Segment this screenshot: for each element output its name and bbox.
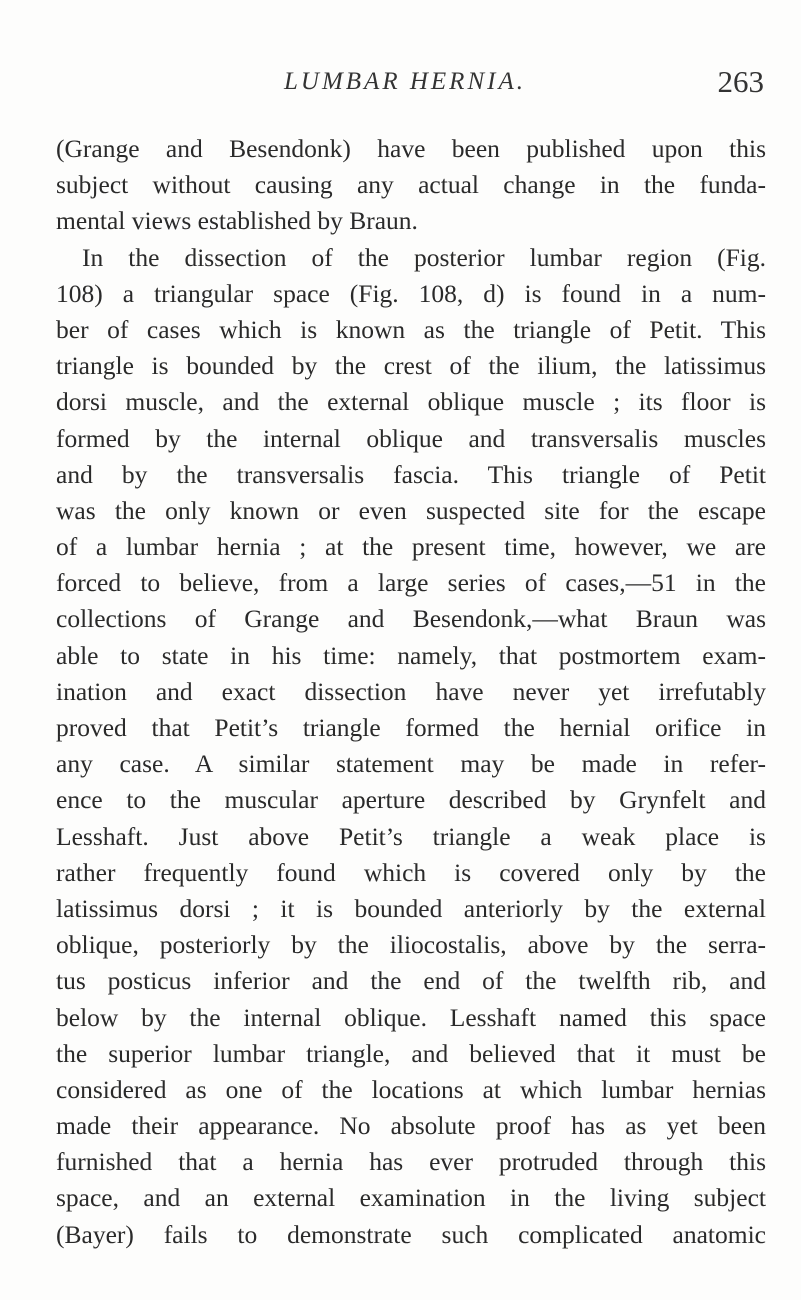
text-line: formed by the internal oblique and transversalis muscles: [56, 423, 766, 453]
text-line: below by the internal oblique. Lesshaft named this space: [56, 1002, 766, 1032]
text-line: dorsi muscle, and the external oblique muscle ; its floor is: [56, 387, 766, 417]
running-head: [284, 64, 764, 108]
text-line: considered as one of the locations at which lumbar hernias: [56, 1074, 766, 1104]
text-line: rather frequently found which is covered only by the: [56, 857, 766, 887]
text-line: forced to believe, from a large series of cases,—51 in the: [56, 568, 766, 598]
running-title: LUMBAR HERNIA.: [284, 68, 526, 95]
text-line: latissimus dorsi ; it is bounded anteriorly by the external: [56, 893, 766, 923]
text-line: ination and exact dissection have never yet irrefutably: [56, 676, 766, 706]
text-line: triangle is bounded by the crest of the ilium, the latissimus: [56, 351, 766, 381]
page-number: 263: [717, 64, 764, 99]
text-line: tus posticus inferior and the end of the twelfth rib, and: [56, 966, 766, 996]
body-text: [56, 131, 766, 1253]
text-line: the superior lumbar triangle, and believed that it must be: [56, 1038, 766, 1068]
text-line: In the dissection of the posterior lumbar region (Fig.: [82, 242, 766, 272]
text-line: made their appearance. No absolute proof has as yet been: [56, 1111, 766, 1141]
text-line: space, and an external examination in the living subject: [56, 1183, 766, 1213]
text-line: able to state in his time: namely, that postmortem exam-: [56, 640, 766, 670]
text-line: collections of Grange and Besendonk,—what Braun was: [56, 604, 766, 634]
text-line: was the only known or even suspected site for the escape: [56, 495, 766, 525]
text-line: furnished that a hernia has ever protruded through this: [56, 1147, 766, 1177]
text-line: and by the transversalis fascia. This triangle of Petit: [56, 459, 766, 489]
text-line: 108) a triangular space (Fig. 108, d) is found in a num-: [56, 278, 766, 308]
text-line: of a lumbar hernia ; at the present time, however, we are: [56, 532, 766, 562]
text-line: mental views established by Braun.: [56, 206, 418, 236]
text-line: ence to the muscular aperture described by Grynfelt and: [56, 785, 766, 815]
text-line: (Bayer) fails to demonstrate such complicated anatomic: [56, 1219, 766, 1249]
text-line: subject without causing any actual change in the funda-: [56, 170, 766, 200]
text-line: proved that Petit’s triangle formed the hernial orifice in: [56, 713, 766, 742]
text-line: any case. A similar statement may be made in refer-: [56, 749, 766, 779]
text-line: oblique, posteriorly by the iliocostalis, above by the serra-: [56, 930, 766, 960]
text-line: (Grange and Besendonk) have been published upon this: [56, 134, 766, 163]
text-line: Lesshaft. Just above Petit’s triangle a weak place is: [56, 821, 766, 851]
text-line: ber of cases which is known as the triangle of Petit. This: [56, 314, 766, 344]
